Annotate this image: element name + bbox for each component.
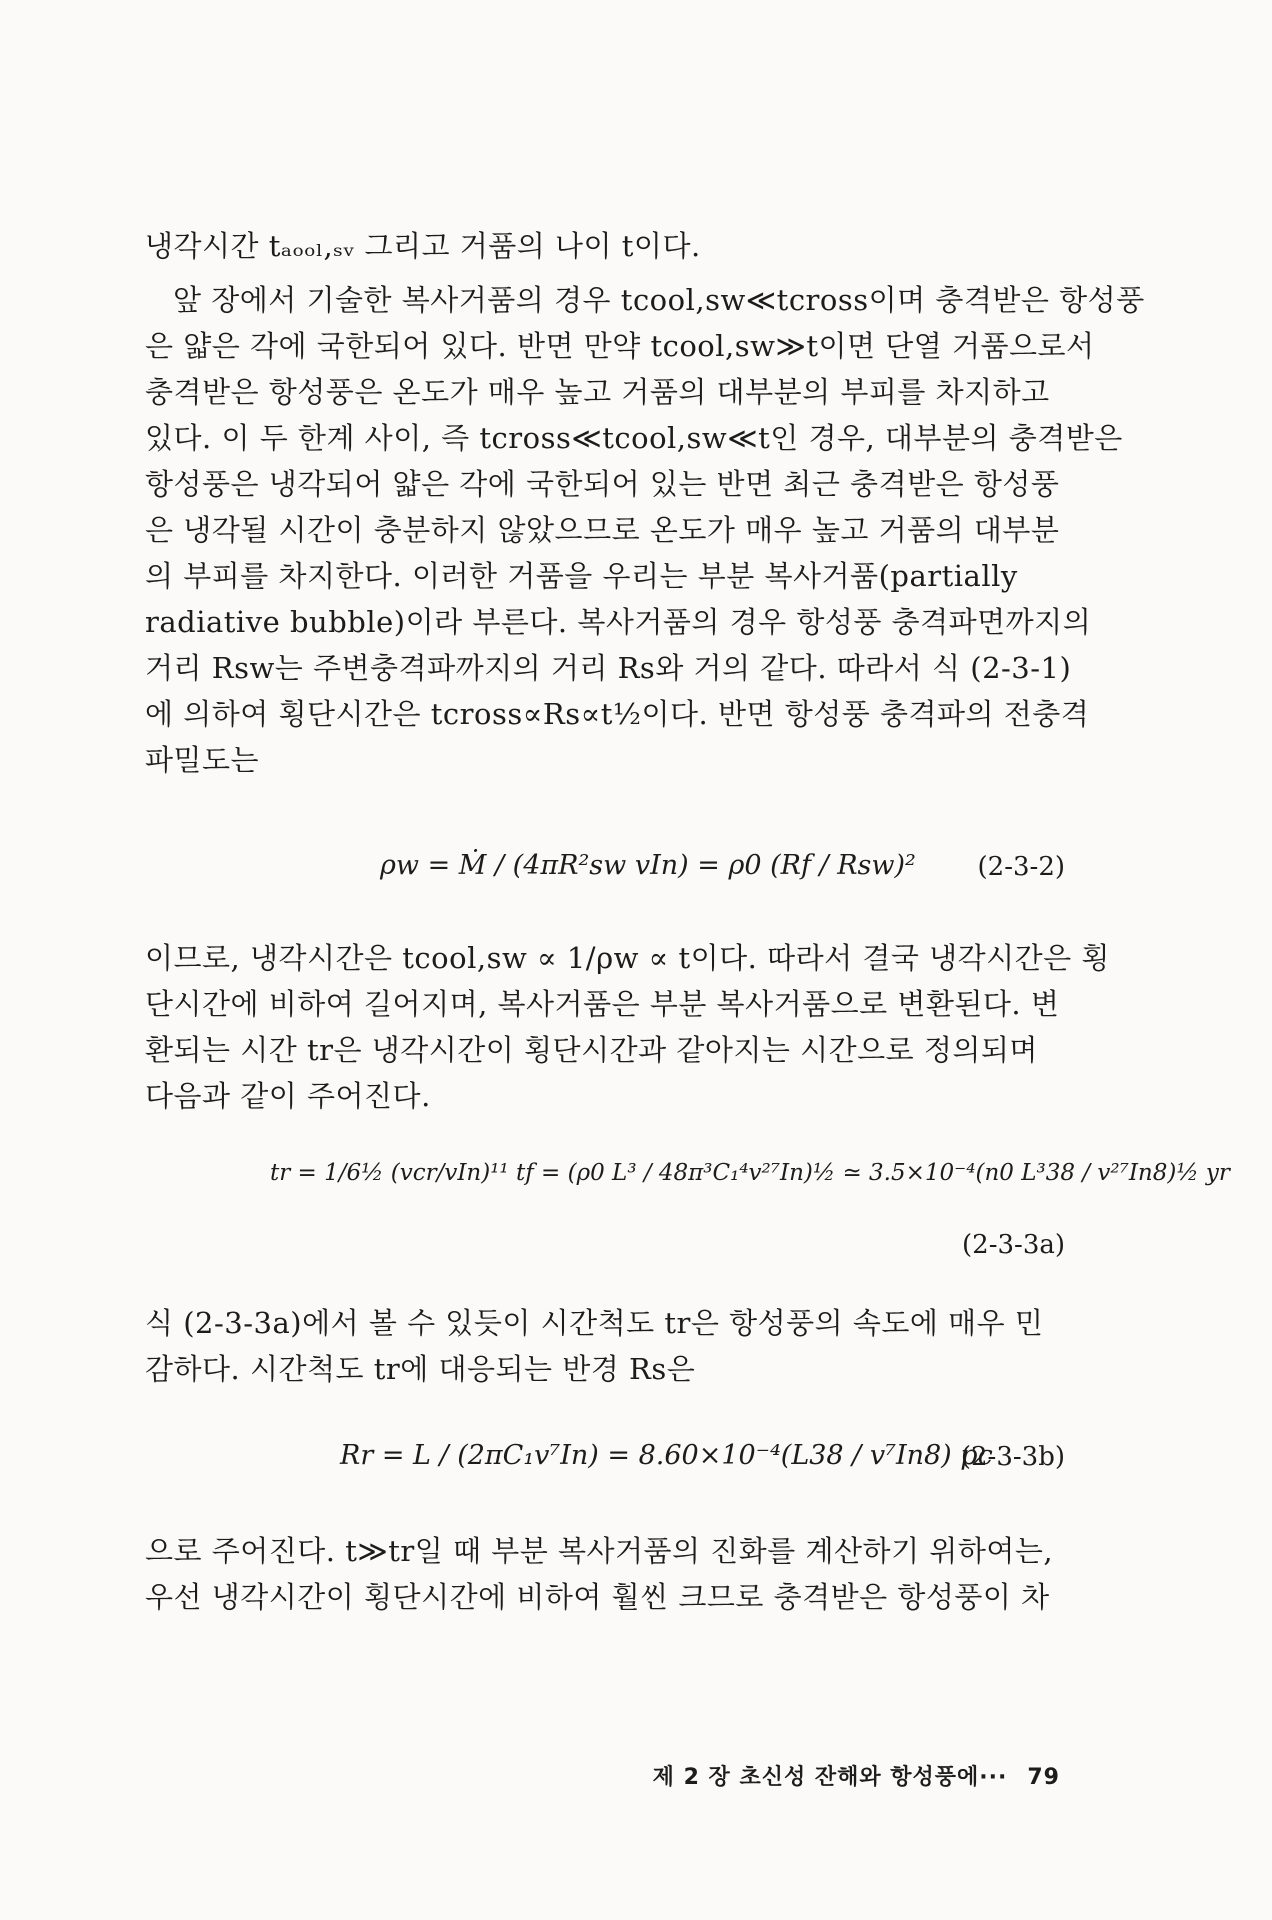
paragraph-5 xyxy=(145,1528,1065,1620)
text-line: 으로 주어진다. t≫tr일 때 부분 복사거품의 진화를 계산하기 위하여는, xyxy=(145,1534,1054,1568)
paragraph-1 xyxy=(145,223,1065,269)
text-line: 감하다. 시간척도 tr에 대응되는 반경 Rs은 xyxy=(145,1352,696,1386)
text-line: 의 부피를 차지한다. 이러한 거품을 우리는 부분 복사거품(partially xyxy=(145,559,1018,593)
equation-2-3-3a xyxy=(145,1140,1230,1270)
chapter-title: 제 2 장 초신성 잔해와 항성풍에··· xyxy=(652,1765,1008,1790)
text-line: 냉각시간 tₐₒₒₗ,ₛᵥ 그리고 거품의 나이 t이다. xyxy=(145,229,701,263)
equation-formula: tr = 1/6½ (vcr/vIn)¹¹ tf = (ρ0 L³ / 48π³C₁⁴v²⁷In)½ ≃ 3.5×10⁻⁴(n0 L³38 / v²⁷In8)½ yr xyxy=(270,1160,1230,1186)
text-line: 우선 냉각시간이 횡단시간에 비하여 훨씬 크므로 충격받은 항성풍이 차 xyxy=(145,1580,1050,1614)
text-line: 은 얇은 각에 국한되어 있다. 반면 만약 tcool,sw≫t이면 단열 거품으로서 xyxy=(145,329,1095,363)
paragraph-4 xyxy=(145,1300,1065,1392)
page-number: 79 xyxy=(1027,1765,1060,1790)
equation-2-3-3b xyxy=(145,1420,1065,1520)
equation-formula: Rr = L / (2πC₁v⁷In) = 8.60×10⁻⁴(L38 / v⁷In8) pc xyxy=(340,1440,993,1471)
text-line: 에 의하여 횡단시간은 tcross∝Rs∝t½이다. 반면 항성풍 충격파의 전충격 xyxy=(145,697,1090,731)
text-line: 있다. 이 두 한계 사이, 즉 tcross≪tcool,sw≪t인 경우, 대부분의 충격받은 xyxy=(145,421,1123,455)
text-line: 거리 Rsw는 주변충격파까지의 거리 Rs와 거의 같다. 따라서 식 (2-3-1) xyxy=(145,651,1072,685)
text-line: 단시간에 비하여 길어지며, 복사거품은 부분 복사거품으로 변환된다. 변 xyxy=(145,987,1060,1021)
equation-formula: ρw = Ṁ / (4πR²sw vIn) = ρ0 (Rf / Rsw)² xyxy=(380,850,916,881)
text-line: radiative bubble)이라 부른다. 복사거품의 경우 항성풍 충격파면까지의 xyxy=(145,605,1092,639)
paragraph-3 xyxy=(145,935,1110,1119)
text-line: 앞 장에서 기술한 복사거품의 경우 tcool,sw≪tcross이며 충격받은 항성풍 xyxy=(173,283,1145,317)
equation-number: (2-3-3b) xyxy=(960,1442,1065,1472)
text-line: 이므로, 냉각시간은 tcool,sw ∝ 1/ρw ∝ t이다. 따라서 결국 냉각시간은 횡 xyxy=(145,941,1110,975)
text-line: 환되는 시간 tr은 냉각시간이 횡단시간과 같아지는 시간으로 정의되며 xyxy=(145,1033,1038,1067)
running-footer xyxy=(580,1760,1060,1791)
equation-number: (2-3-2) xyxy=(977,852,1065,882)
text-line: 은 냉각될 시간이 충분하지 않았으므로 온도가 매우 높고 거품의 대부분 xyxy=(145,513,1060,547)
text-line: 식 (2-3-3a)에서 볼 수 있듯이 시간척도 tr은 항성풍의 속도에 매우 민 xyxy=(145,1306,1044,1340)
paragraph-2 xyxy=(145,277,1145,783)
text-line: 충격받은 항성풍은 온도가 매우 높고 거품의 대부분의 부피를 차지하고 xyxy=(145,375,1050,409)
text-line: 파밀도는 xyxy=(145,743,260,777)
equation-2-3-2 xyxy=(145,830,1065,930)
text-line: 항성풍은 냉각되어 얇은 각에 국한되어 있는 반면 최근 충격받은 항성풍 xyxy=(145,467,1060,501)
equation-number: (2-3-3a) xyxy=(962,1230,1065,1260)
text-line: 다음과 같이 주어진다. xyxy=(145,1079,431,1113)
